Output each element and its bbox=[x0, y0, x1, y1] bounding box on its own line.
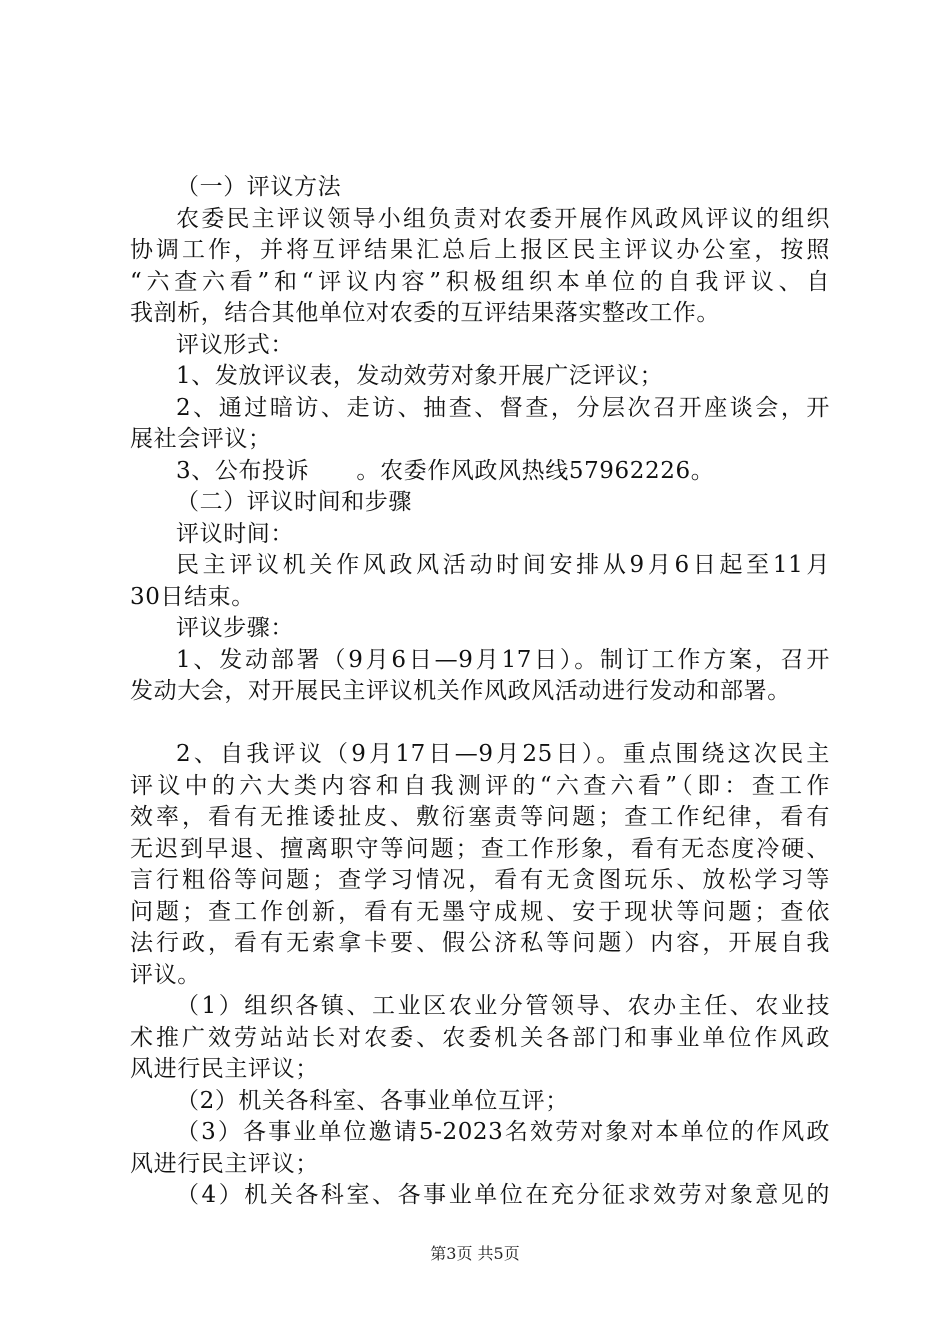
text-line: 法行政，看有无索拿卡要、假公济私等问题）内容，开展自我 bbox=[130, 930, 830, 956]
text-line: 风进行民主评议； bbox=[130, 1150, 319, 1177]
text-line: （2）机关各科室、各事业单位互评； bbox=[176, 1087, 569, 1114]
text-line: 展社会评议； bbox=[130, 426, 272, 452]
text-line: 术推广效劳站站长对农委、农委机关各部门和事业单位作风政 bbox=[130, 1024, 830, 1051]
text-line: （一）评议方法 bbox=[176, 174, 342, 200]
text-line: 效率，看有无推诿扯皮、敷衍塞责等问题；查工作纪律，看有 bbox=[130, 804, 830, 830]
text-line: 2、自我评议（9月17日—9月25日）。重点围绕这次民主 bbox=[176, 741, 830, 767]
page-footer: 第3页 共5页 bbox=[430, 1244, 520, 1263]
text-line: （1）组织各镇、工业区农业分管领导、农办主任、农业技 bbox=[176, 993, 830, 1019]
text-line: （4）机关各科室、各事业单位在充分征求效劳对象意见的 bbox=[176, 1182, 830, 1208]
text-line: 2、通过暗访、走访、抽查、督查，分层次召开座谈会，开 bbox=[176, 394, 830, 421]
text-line: 协调工作，并将互评结果汇总后上报区民主评议办公室，按照 bbox=[130, 237, 830, 263]
text-line: 发动大会，对开展民主评议机关作风政风活动进行发动和部署。 bbox=[130, 678, 791, 704]
text-line: 评议步骤： bbox=[176, 615, 294, 641]
text-line: （二）评议时间和步骤 bbox=[176, 489, 412, 515]
text-line: 无迟到早退、擅离职守等问题；查工作形象，看有无态度冷硬、 bbox=[130, 835, 830, 862]
text-line: 评议。 bbox=[130, 961, 201, 988]
text-line: 我剖析，结合其他单位对农委的互评结果落实整改工作。 bbox=[130, 300, 720, 326]
blank-line bbox=[130, 708, 830, 740]
text-line: 评议形式： bbox=[176, 331, 294, 358]
text-line: 1、发放评议表，发动效劳对象开展广泛评议； bbox=[176, 363, 664, 389]
text-line: 农委民主评议领导小组负责对农委开展作风政风评议的组织 bbox=[176, 205, 830, 232]
text-line: 评议时间： bbox=[176, 520, 294, 547]
text-line: 风进行民主评议； bbox=[130, 1056, 319, 1082]
text-line: 1、发动部署（9月6日—9月17日）。制订工作方案，召开 bbox=[176, 646, 830, 673]
text-line: 民主评议机关作风政风活动时间安排从9月6日起至11月 bbox=[176, 552, 830, 578]
text-line: 3、公布投诉 。农委作风政风热线57962226。 bbox=[176, 457, 715, 484]
text-line: 言行粗俗等问题；查学习情况，看有无贪图玩乐、放松学习等 bbox=[130, 867, 830, 893]
text-line: （3）各事业单位邀请5-2023名效劳对象对本单位的作风政 bbox=[176, 1119, 830, 1145]
document-body bbox=[130, 172, 830, 1212]
text-line: “六查六看”和“评议内容”积极组织本单位的自我评议、自 bbox=[130, 268, 830, 295]
text-line: 30日结束。 bbox=[130, 583, 255, 610]
text-line: 问题；查工作创新，看有无墨守成规、安于现状等问题；查依 bbox=[130, 898, 830, 925]
text-line: 评议中的六大类内容和自我测评的“六查六看”（即：查工作 bbox=[130, 772, 830, 799]
